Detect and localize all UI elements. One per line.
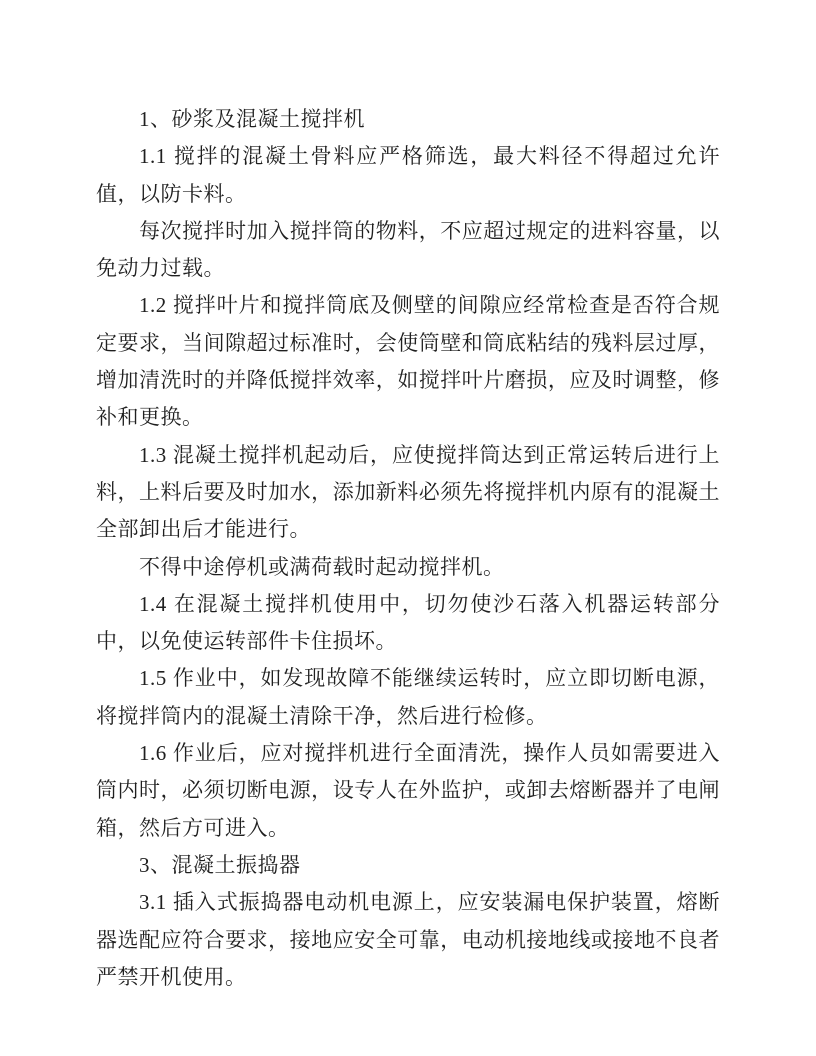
section-heading: 1、砂浆及混凝土搅拌机: [139, 107, 365, 131]
document-body: [96, 101, 720, 996]
paragraph: 1.3 混凝土搅拌机起动后，应使搅拌筒达到正常运转后进行上料，上料后要及时加水，添加新料必须先将搅拌机内原有的混凝土全部卸出后才能进行。: [96, 442, 720, 542]
paragraph: 1.6 作业后，应对搅拌机进行全面清洗，操作人员如需要进入筒内时，必须切断电源，设专人在外监护，或卸去熔断器并了电闸箱，然后方可进入。: [96, 741, 720, 840]
paragraph: 1.1 搅拌的混凝土骨料应严格筛选，最大料径不得超过允许值，以防卡料。: [96, 144, 720, 206]
paragraph: 1.4 在混凝土搅拌机使用中，切勿使沙石落入机器运转部分中，以免使运转部件卡住损坏。: [96, 591, 720, 654]
paragraph: 不得中途停机或满荷载时起动搅拌机。: [139, 554, 505, 579]
paragraph: 每次搅拌时加入搅拌筒的物料，不应超过规定的进料容量，以免动力过载。: [96, 218, 720, 281]
paragraph: 3.1 插入式振捣器电动机电源上，应安装漏电保护装置，熔断器选配应符合要求，接地应安全可靠，电动机接地线或接地不良者严禁开机使用。: [96, 890, 720, 989]
paragraph: 1.2 搅拌叶片和搅拌筒底及侧壁的间隙应经常检查是否符合规定要求，当间隙超过标准时，会使筒壁和筒底粘结的残料层过厚，增加清洗时的并降低搅拌效率，如搅拌叶片磨损，应及时调整，修补和更换。: [96, 293, 720, 430]
paragraph: 1.5 作业中，如发现故障不能继续运转时，应立即切断电源，将搅拌筒内的混凝土清除干净，然后进行检修。: [96, 666, 720, 728]
section-heading: 3、混凝土振捣器: [139, 852, 301, 877]
